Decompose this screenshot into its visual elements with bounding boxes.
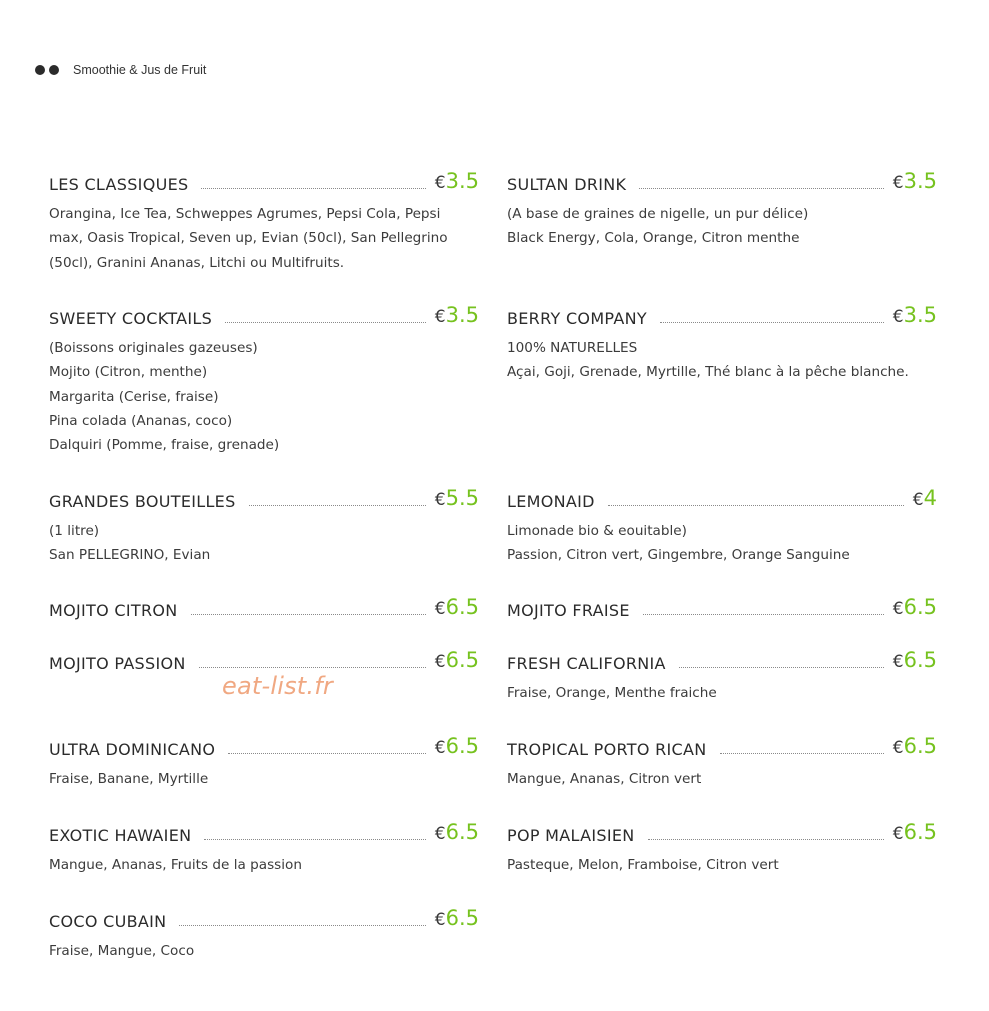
description-line: Margarita (Cerise, fraise)	[49, 388, 219, 405]
description-line: (50cl), Granini Ananas, Litchi ou Multifruits.	[49, 254, 345, 271]
description-line: Mangue, Ananas, Fruits de la passion	[49, 857, 302, 873]
menu-item-berry-company	[507, 302, 937, 385]
menu-item-description	[507, 519, 937, 568]
menu-item-name: ULTRA DOMINICANO	[49, 740, 216, 759]
dotted-leader	[639, 188, 883, 189]
menu-item-pop-malaisien	[507, 819, 937, 877]
description-line: 100% NATURELLES	[507, 340, 638, 356]
price-amount: 5.5	[445, 486, 479, 510]
price-amount: 3.5	[903, 303, 937, 327]
currency-symbol: €	[434, 652, 446, 672]
dotted-leader	[643, 614, 884, 615]
menu-item-price	[435, 302, 479, 330]
price-amount: 6.5	[903, 595, 937, 619]
menu-item-name: POP MALAISIEN	[507, 826, 635, 845]
menu-item-price	[893, 647, 937, 675]
menu-item-price	[893, 302, 937, 330]
menu-item-description	[49, 336, 479, 457]
price-amount: 6.5	[445, 648, 479, 672]
price-amount: 6.5	[445, 595, 479, 619]
currency-symbol: €	[892, 824, 904, 844]
currency-symbol: €	[892, 173, 904, 193]
description-line: Fraise, Orange, Menthe fraiche	[507, 685, 717, 701]
price-amount: 6.5	[903, 648, 937, 672]
currency-symbol: €	[892, 738, 904, 758]
currency-symbol: €	[434, 599, 446, 619]
price-amount: 6.5	[903, 734, 937, 758]
menu-item-fresh-california	[507, 647, 937, 705]
menu-item-name: EXOTIC HAWAIEN	[49, 826, 192, 845]
price-amount: 6.5	[903, 820, 937, 844]
menu-item-name: LEMONAID	[507, 492, 595, 511]
dotted-leader	[225, 322, 426, 323]
dotted-leader	[608, 505, 904, 506]
dotted-leader	[201, 188, 425, 189]
menu-item-name: LES CLASSIQUES	[49, 175, 189, 194]
price-amount: 4	[923, 486, 937, 510]
menu-item-price	[435, 485, 479, 513]
description-line: Fraise, Banane, Myrtille	[49, 771, 209, 787]
currency-symbol: €	[434, 738, 446, 758]
menu-item-price	[893, 733, 937, 761]
price-amount: 3.5	[445, 303, 479, 327]
currency-symbol: €	[434, 307, 446, 327]
menu-item-name: MOJITO CITRON	[49, 601, 178, 620]
currency-symbol: €	[892, 652, 904, 672]
dotted-leader	[199, 667, 426, 668]
menu-item-description	[507, 202, 937, 251]
menu-item-name: COCO CUBAIN	[49, 912, 167, 931]
description-line: Limonade bio & eouitable)	[507, 523, 687, 539]
description-line: Mangue, Ananas, Citron vert	[507, 771, 702, 787]
menu-item-description	[507, 853, 937, 877]
dotted-leader	[191, 614, 426, 615]
menu-item-price	[435, 594, 479, 622]
description-line: Pasteque, Melon, Framboise, Citron vert	[507, 857, 779, 873]
menu-item-tropical-porto-rican	[507, 733, 937, 791]
currency-symbol: €	[892, 599, 904, 619]
currency-symbol: €	[434, 173, 446, 193]
menu-item-mojito-citron	[49, 594, 479, 622]
menu-item-name: GRANDES BOUTEILLES	[49, 492, 236, 511]
breadcrumb-dots-icon	[35, 65, 59, 75]
price-amount: 3.5	[445, 169, 479, 193]
menu-item-sweety-cocktails	[49, 302, 479, 457]
description-line: (Boissons originales gazeuses)	[49, 340, 258, 356]
menu-item-lemonaid	[507, 485, 937, 568]
currency-symbol: €	[434, 910, 446, 930]
price-amount: 6.5	[445, 820, 479, 844]
menu-item-price	[893, 819, 937, 847]
menu-item-name: FRESH CALIFORNIA	[507, 654, 666, 673]
menu-item-description	[49, 519, 479, 568]
menu-item-price	[913, 485, 937, 513]
description-line: Mojito (Citron, menthe)	[49, 364, 208, 381]
menu-item-exotic-hawaien	[49, 819, 479, 877]
currency-symbol: €	[434, 490, 446, 510]
description-line: San PELLEGRINO, Evian	[49, 547, 211, 564]
currency-symbol: €	[434, 824, 446, 844]
menu-item-name: MOJITO FRAISE	[507, 601, 630, 620]
menu-item-price	[893, 168, 937, 196]
menu-item-description	[507, 336, 937, 385]
page-title: Smoothie & Jus de Fruit	[73, 63, 207, 77]
dotted-leader	[679, 667, 884, 668]
dotted-leader	[179, 925, 425, 926]
menu-item-price	[435, 647, 479, 675]
dotted-leader	[648, 839, 884, 840]
description-line: Fraise, Mangue, Coco	[49, 943, 195, 959]
menu-item-description	[49, 202, 479, 275]
menu-item-price	[435, 905, 479, 933]
menu-item-price	[435, 819, 479, 847]
menu-item-description	[49, 767, 479, 791]
dotted-leader	[660, 322, 884, 323]
menu-item-coco-cubain	[49, 905, 479, 963]
description-line: (1 litre)	[49, 523, 100, 539]
price-amount: 6.5	[445, 906, 479, 930]
menu-item-mojito-fraise	[507, 594, 937, 622]
menu-item-description	[507, 681, 937, 705]
price-amount: 6.5	[445, 734, 479, 758]
menu-item-grandes-bouteilles	[49, 485, 479, 568]
menu-item-description	[49, 939, 479, 963]
description-line: Black Energy, Cola, Orange, Citron menthe	[507, 230, 800, 247]
dotted-leader	[204, 839, 425, 840]
description-line: Orangina, Ice Tea, Schweppes Agrumes, Pepsi Cola, Pepsi	[49, 206, 441, 222]
dotted-leader	[228, 753, 425, 754]
currency-symbol: €	[892, 307, 904, 327]
description-line: Dalquiri (Pomme, fraise, grenade)	[49, 437, 280, 454]
menu-item-description	[49, 853, 479, 877]
menu-item-name: SULTAN DRINK	[507, 175, 627, 194]
menu-item-ultra-dominicano	[49, 733, 479, 791]
menu-item-price	[435, 168, 479, 196]
description-line: (A base de graines de nigelle, un pur délice)	[507, 206, 809, 222]
dotted-leader	[720, 753, 884, 754]
currency-symbol: €	[912, 490, 924, 510]
menu-item-les-classiques	[49, 168, 479, 275]
menu-item-price	[893, 594, 937, 622]
menu-item-sultan-drink	[507, 168, 937, 251]
menu-item-name: TROPICAL PORTO RICAN	[507, 740, 707, 759]
menu-item-mojito-passion	[49, 647, 479, 675]
description-line: max, Oasis Tropical, Seven up, Evian (50cl), San Pellegrino	[49, 230, 448, 247]
menu-item-name: MOJITO PASSION	[49, 654, 186, 673]
menu-item-name: SWEETY COCKTAILS	[49, 309, 213, 328]
description-line: Pina colada (Ananas, coco)	[49, 412, 233, 429]
description-line: Açai, Goji, Grenade, Myrtille, Thé blanc à la pêche blanche.	[507, 364, 909, 381]
description-line: Passion, Citron vert, Gingembre, Orange Sanguine	[507, 547, 850, 564]
menu-item-price	[435, 733, 479, 761]
price-amount: 3.5	[903, 169, 937, 193]
watermark: eat-list.fr	[222, 672, 333, 700]
dotted-leader	[249, 505, 426, 506]
menu-item-name: BERRY COMPANY	[507, 309, 647, 328]
breadcrumb	[35, 62, 206, 78]
menu-item-description	[507, 767, 937, 791]
